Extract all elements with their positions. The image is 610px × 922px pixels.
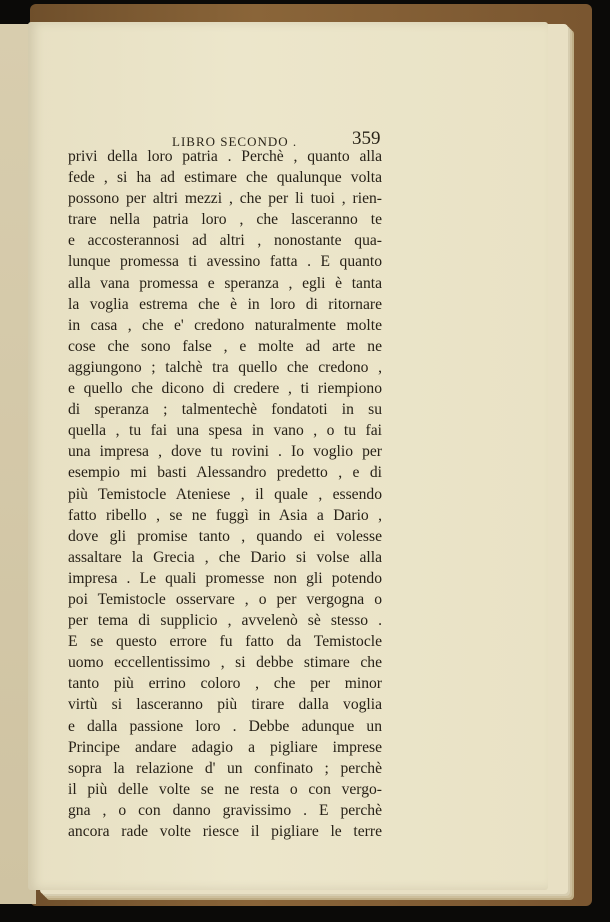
text-line: più Temistocle Ateniese , il quale , essendo	[68, 485, 382, 503]
text-line: impresa . Le quali promesse non gli potendo	[68, 569, 382, 587]
text-line: sopra la relazione d' un confinato ; perchè	[68, 759, 382, 777]
text-line: possono per altri mezzi , che per li tuoi , rien-	[68, 190, 382, 208]
text-line: e dalla passione loro . Debbe adunque un	[68, 717, 382, 735]
text-line: fede , si ha ad estimare che qualunque volta	[68, 169, 382, 187]
text-line: il più delle volte se ne resta o con vergo-	[68, 780, 382, 798]
text-line: lunque promessa ti avessino fatta . E quanto	[68, 253, 382, 271]
text-line: ancora rade volte riesce il pigliare le terre	[68, 823, 382, 840]
running-head-title: LIBRO SECONDO .	[172, 134, 298, 149]
text-line: e quello che dicono di credere , ti riempiono	[68, 380, 382, 398]
text-line: gna , o con danno gravissimo . E perchè	[68, 801, 382, 819]
text-line: E se questo errore fu fatto da Temistocle	[68, 633, 382, 651]
text-line: quella , tu fai una spesa in vano , o tu fai	[68, 422, 382, 440]
text-line: poi Temistocle osservare , o per vergogna o	[68, 590, 382, 608]
text-line: la voglia estrema che è in loro di ritornare	[68, 295, 382, 313]
text-line: virtù si lasceranno più tirare dalla voglia	[68, 696, 382, 714]
page-number: 359	[352, 128, 381, 149]
text-line: alla vana promessa e speranza , egli è tanta	[68, 274, 382, 292]
text-line: cose che sono false , e molte ad arte ne	[68, 337, 382, 355]
text-line: aggiungono ; talchè tra quello che credono ,	[68, 358, 382, 376]
text-line: assaltare la Grecia , che Dario si volse alla	[68, 548, 382, 566]
text-line: in casa , che e' credono naturalmente molte	[68, 316, 382, 334]
text-line: una impresa , dove tu rovini . Io voglio per	[68, 443, 382, 461]
text-line: e accosterannosi ad altri , nonostante qua-	[68, 232, 382, 250]
text-line: privi della loro patria . Perchè , quanto alla	[68, 148, 382, 165]
running-head	[0, 110, 610, 149]
body-text	[68, 146, 382, 842]
text-line: dove gli promise tanto , quando ei volesse	[68, 527, 382, 545]
text-line: trare nella patria loro , che lasceranno te	[68, 211, 382, 229]
text-line: Principe andare adagio a pigliare imprese	[68, 738, 382, 756]
text-line: tanto più errino coloro , che per minor	[68, 675, 382, 693]
text-line: esempio mi basti Alessandro predetto , e di	[68, 464, 382, 482]
text-line: fatto ribello , se ne fuggì in Asia a Dario ,	[68, 506, 382, 524]
text-line: di speranza ; talmentechè fondatoti in su	[68, 401, 382, 419]
text-line: uomo eccellentissimo , si debbe stimare che	[68, 654, 382, 672]
text-line: per tema di supplicio , avvelenò sè stesso .	[68, 612, 382, 630]
